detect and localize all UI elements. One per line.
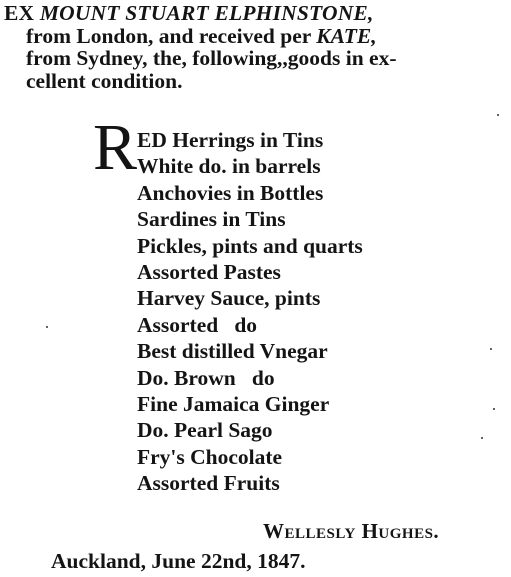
ship-name: MOUNT STUART ELPHINSTONE, bbox=[39, 1, 374, 25]
goods-item: Best distilled Vnegar bbox=[137, 339, 328, 364]
goods-item: Do. Pearl Sago bbox=[137, 418, 273, 443]
intro-line-3: from Sydney, the, following,,goods in ex- bbox=[26, 46, 397, 70]
second-ship-name: KATE, bbox=[316, 23, 377, 48]
goods-item: Assorted Fruits bbox=[137, 471, 280, 496]
goods-item: Fine Jamaica Ginger bbox=[137, 392, 330, 417]
intro-line-2 bbox=[4, 25, 508, 48]
signature: Wellesly Hughes. bbox=[263, 519, 440, 543]
goods-item: Sardines in Tins bbox=[137, 207, 286, 232]
goods-item: White do. in barrels bbox=[137, 154, 321, 179]
intro-line-4: cellent condition. bbox=[26, 68, 183, 93]
intro-prefix: EX bbox=[4, 1, 40, 25]
goods-item: Assorted do bbox=[137, 312, 258, 337]
print-speck bbox=[46, 326, 48, 328]
goods-item: Pickles, pints and quarts bbox=[137, 233, 363, 258]
goods-item: Harvey Sauce, pints bbox=[137, 286, 321, 311]
goods-item: Anchovies in Bottles bbox=[137, 180, 324, 205]
dateline: Auckland, June 22nd, 1847. bbox=[51, 549, 306, 573]
intro-line-2-text: from London, and received per bbox=[26, 23, 317, 48]
print-speck bbox=[490, 348, 492, 350]
print-speck bbox=[497, 114, 499, 116]
advert-intro bbox=[4, 2, 508, 92]
goods-item: Assorted Pastes bbox=[137, 260, 281, 285]
intro-line-1 bbox=[4, 2, 508, 25]
print-speck bbox=[493, 408, 495, 410]
goods-item: Fry's Chocolate bbox=[137, 444, 283, 469]
drop-cap: R bbox=[93, 111, 138, 184]
goods-item: ED Herrings in Tins bbox=[137, 128, 324, 152]
goods-list bbox=[137, 127, 363, 497]
print-speck bbox=[481, 437, 483, 439]
goods-item: Do. Brown do bbox=[137, 365, 275, 390]
